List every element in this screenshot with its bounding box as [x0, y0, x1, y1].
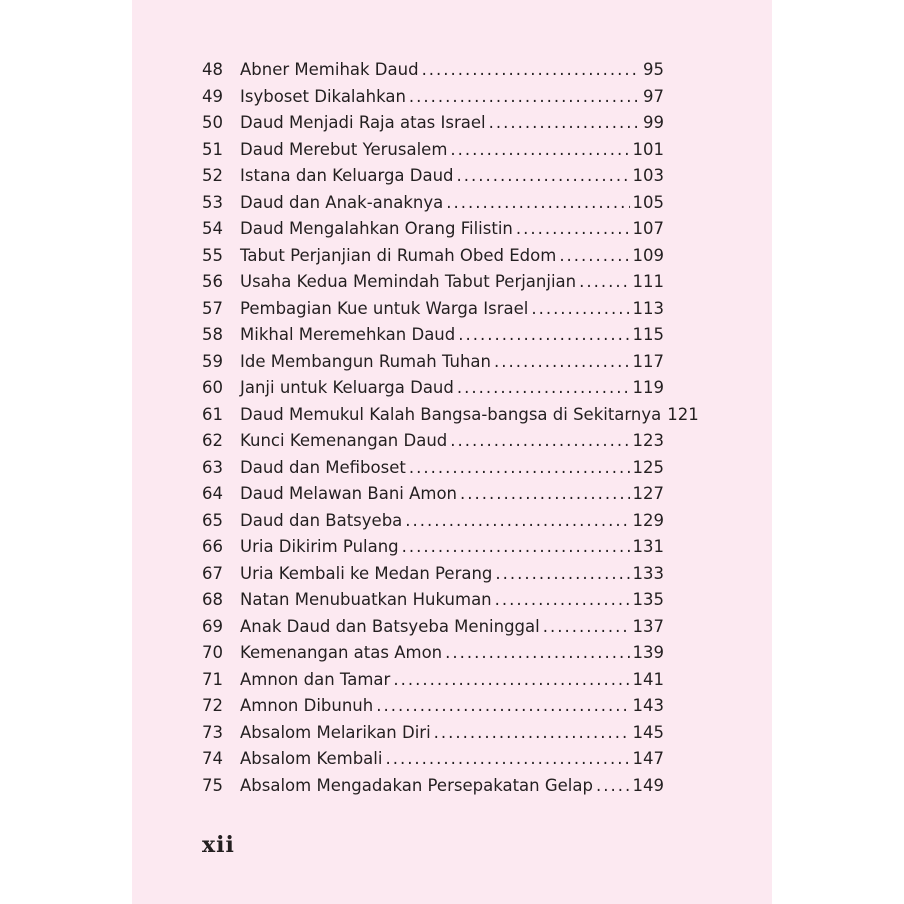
toc-entry-page: 137 — [632, 616, 664, 636]
toc-entry-number: 72 — [202, 696, 223, 715]
toc-entry-page: 127 — [632, 484, 664, 503]
toc-entry — [202, 87, 664, 114]
toc-entry — [202, 723, 664, 750]
toc-entry — [202, 378, 664, 405]
toc-entry-number: 66 — [202, 537, 223, 556]
toc-entry-page: 107 — [632, 219, 664, 238]
toc-entry-title: Kemenangan atas Amon — [240, 643, 443, 662]
dot-leader — [402, 537, 630, 556]
dot-leader — [559, 246, 629, 265]
toc-entry — [202, 776, 664, 803]
toc-entry-title: Tabut Perjanjian di Rumah Obed Edom — [240, 245, 557, 265]
toc-entry-number: 49 — [202, 86, 223, 106]
toc-entry — [202, 113, 664, 140]
toc-entry-title: Daud Melawan Bani Amon — [240, 484, 458, 503]
toc-entry-number: 57 — [202, 298, 223, 318]
toc-entry-number: 62 — [202, 431, 223, 450]
toc-entry-page: 145 — [632, 722, 664, 742]
toc-entry-page: 123 — [632, 431, 664, 450]
toc-entry-title: Istana dan Keluarga Daud — [240, 166, 454, 185]
book-page — [132, 0, 772, 904]
toc-entry-page: 147 — [632, 749, 664, 768]
toc-entry-page: 115 — [632, 325, 664, 344]
toc-entry-page: 131 — [632, 537, 664, 556]
dot-leader — [434, 723, 630, 742]
dot-leader — [494, 352, 630, 371]
toc-entry — [202, 140, 664, 167]
toc-entry-title: Daud Merebut Yerusalem — [240, 139, 448, 159]
toc-entry-page: 101 — [632, 139, 664, 159]
toc-entry-number: 50 — [202, 113, 223, 132]
toc-entry-number: 58 — [202, 325, 223, 344]
toc-entry-number: 55 — [202, 245, 223, 265]
dot-leader — [405, 511, 629, 530]
toc-entry — [202, 352, 664, 379]
toc-entry-title: Daud dan Mefiboset — [240, 457, 406, 477]
toc-entry-title: Abner Memihak Daud — [240, 60, 419, 79]
toc-entry-number: 64 — [202, 484, 223, 503]
toc-entry — [202, 670, 664, 697]
toc-entry — [202, 246, 664, 273]
toc-entry-title: Absalom Kembali — [240, 749, 383, 768]
toc-entry — [202, 564, 664, 591]
toc-entry-number: 56 — [202, 272, 223, 291]
dot-leader — [489, 113, 640, 132]
dot-leader — [495, 564, 629, 583]
toc-entry — [202, 219, 664, 246]
dot-leader — [422, 60, 640, 79]
toc-entry-page: 135 — [632, 590, 664, 609]
toc-entry-page: 103 — [632, 166, 664, 185]
toc-entry-page: 121 — [667, 404, 699, 424]
toc-entry-number: 73 — [202, 722, 223, 742]
toc-entry-number: 53 — [202, 192, 223, 212]
toc-entry-number: 71 — [202, 669, 223, 689]
toc-entry-title: Daud Mengalahkan Orang Filistin — [240, 219, 513, 238]
dot-leader — [446, 193, 629, 212]
dot-leader — [450, 140, 629, 159]
toc-entry — [202, 749, 664, 776]
dot-leader — [376, 696, 629, 715]
toc-entry-title: Absalom Mengadakan Persepakatan Gelap — [240, 775, 593, 795]
toc-entry-number: 59 — [202, 351, 223, 371]
toc-entry-page: 117 — [632, 351, 664, 371]
toc-entry-title: Daud dan Anak-anaknya — [240, 192, 444, 212]
toc-entry — [202, 431, 664, 458]
toc-entry — [202, 458, 664, 485]
toc-entry-number: 63 — [202, 457, 223, 477]
toc-entry-page: 111 — [632, 272, 664, 291]
dot-leader — [460, 484, 629, 503]
dot-leader — [457, 378, 630, 397]
toc-entry — [202, 484, 664, 511]
toc-entry-number: 61 — [202, 404, 223, 424]
toc-entry-title: Daud dan Batsyeba — [240, 510, 403, 530]
dot-leader — [516, 219, 630, 238]
toc-entry-title: Isyboset Dikalahkan — [240, 86, 406, 106]
toc-entry-number: 67 — [202, 563, 223, 583]
toc-entry-number: 51 — [202, 139, 223, 159]
toc-entry-title: Uria Dikirim Pulang — [240, 537, 399, 556]
toc-entry-title: Usaha Kedua Memindah Tabut Perjanjian — [240, 272, 577, 291]
toc-entry — [202, 272, 664, 299]
toc-entry-page: 133 — [632, 563, 664, 583]
dot-leader — [393, 670, 629, 689]
toc-entry-page: 149 — [632, 775, 664, 795]
toc-entry-number: 68 — [202, 590, 223, 609]
dot-leader — [495, 590, 630, 609]
dot-leader — [445, 643, 629, 662]
toc-entry-page: 129 — [632, 510, 664, 530]
toc-entry-page: 109 — [632, 245, 664, 265]
toc-entry-page: 125 — [632, 457, 664, 477]
toc-entry — [202, 404, 699, 432]
toc-entry-title: Kunci Kemenangan Daud — [240, 431, 448, 450]
toc-entry-title: Pembagian Kue untuk Warga Israel — [240, 298, 529, 318]
dot-leader — [579, 272, 629, 291]
toc-entry-number: 75 — [202, 775, 223, 795]
toc-entry-page: 119 — [632, 378, 664, 397]
toc-entry-title: Natan Menubuatkan Hukuman — [240, 590, 492, 609]
dot-leader — [543, 617, 630, 636]
toc-entry — [202, 166, 664, 193]
toc-entry-number: 65 — [202, 510, 223, 530]
toc-entry-title: Anak Daud dan Batsyeba Meninggal — [240, 616, 540, 636]
dot-leader — [450, 431, 629, 450]
dot-leader — [409, 87, 640, 106]
toc-entry-title: Daud Memukul Kalah Bangsa-bangsa di Sekitarnya — [240, 404, 662, 424]
toc-entry-title: Uria Kembali ke Medan Perang — [240, 563, 493, 583]
toc-entry — [202, 511, 664, 538]
toc-entry-title: Ide Membangun Rumah Tuhan — [240, 351, 491, 371]
toc-entry-number: 69 — [202, 616, 223, 636]
toc-entry-number: 70 — [202, 643, 223, 662]
dot-leader — [409, 458, 630, 477]
toc-entry-number: 60 — [202, 378, 223, 397]
toc-entry — [202, 617, 664, 644]
dot-leader — [531, 299, 629, 318]
dot-leader — [596, 776, 630, 795]
dot-leader — [458, 325, 629, 344]
toc-entry — [202, 537, 664, 564]
toc-entry-page: 95 — [643, 60, 664, 79]
toc-entry-number: 52 — [202, 166, 223, 185]
toc-entry-title: Absalom Melarikan Diri — [240, 722, 431, 742]
dot-leader — [385, 749, 629, 768]
toc-entry — [202, 193, 664, 220]
dot-leader — [457, 166, 630, 185]
toc-entry-page: 141 — [632, 669, 664, 689]
toc-entry-title: Daud Menjadi Raja atas Israel — [240, 113, 486, 132]
toc-entry-title: Janji untuk Keluarga Daud — [240, 378, 454, 397]
toc-entry-number: 48 — [202, 60, 223, 79]
toc-entry-page: 105 — [632, 192, 664, 212]
toc-entry — [202, 60, 664, 87]
toc-entry-number: 54 — [202, 219, 223, 238]
toc-entry-number: 74 — [202, 749, 223, 768]
toc-entry — [202, 299, 664, 326]
toc-entry-page: 113 — [632, 298, 664, 318]
toc-entry-page: 143 — [632, 696, 664, 715]
table-of-contents — [202, 60, 699, 802]
toc-entry-page: 97 — [643, 86, 664, 106]
page-number-folio: xii — [202, 832, 235, 858]
toc-entry-title: Amnon Dibunuh — [240, 696, 374, 715]
toc-entry — [202, 590, 664, 617]
toc-entry-title: Amnon dan Tamar — [240, 669, 391, 689]
toc-entry — [202, 696, 664, 723]
toc-entry-page: 99 — [643, 113, 664, 132]
toc-entry-page: 139 — [632, 643, 664, 662]
toc-entry — [202, 643, 664, 670]
toc-entry — [202, 325, 664, 352]
toc-entry-title: Mikhal Meremehkan Daud — [240, 325, 456, 344]
